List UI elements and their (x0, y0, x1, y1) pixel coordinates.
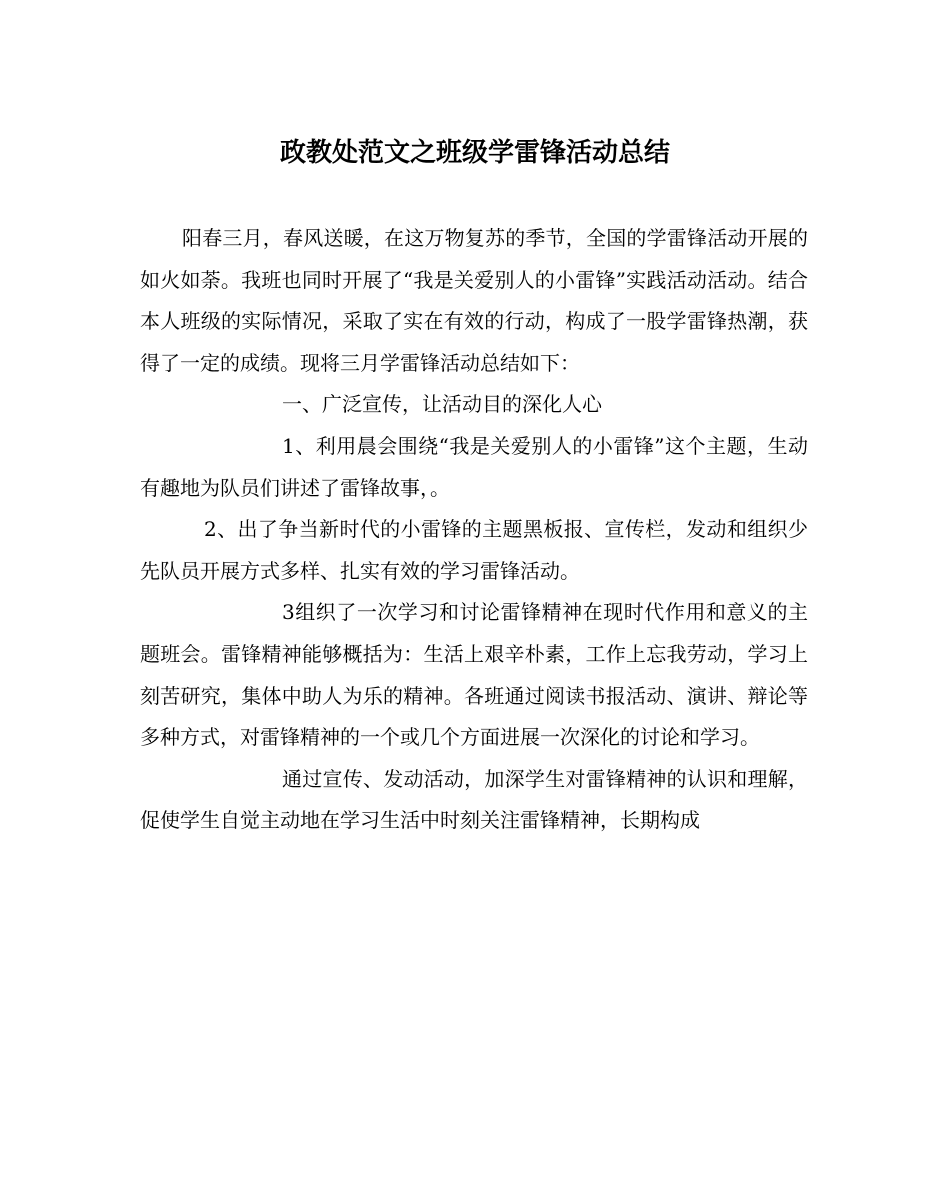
list-item-2: 2、出了争当新时代的小雷锋的主题黑板报、宣传栏，发动和组织少先队员开展方式多样、扎实有效的学习雷锋活动。 (140, 517, 808, 583)
document-title: 政教处范文之班级学雷锋活动总结 (279, 138, 670, 168)
intro-paragraph: 阳春三月，春风送暖，在这万物复苏的季节，全国的学雷锋活动开展的如火如荼。我班也同时开展了“我是关爱别人的小雷锋”实践活动活动。结合本人班级的实际情况，采取了实在有效的行动，构成了一股学雷锋热潮，获得了一定的成绩。现将三月学雷锋活动总结如下： (140, 226, 808, 375)
list-item-3: 3组织了一次学习和讨论雷锋精神在现时代作用和意义的主题班会。雷锋精神能够概括为：生活上艰辛朴素，工作上忘我劳动，学习上刻苦研究，集体中助人为乐的精神。各班通过阅读书报活动、演讲、辩论等多种方式，对雷锋精神的一个或几个方面进展一次深化的讨论和学习。 (140, 600, 808, 750)
summary-paragraph: 通过宣传、发动活动，加深学生对雷锋精神的认识和理解，促使学生自觉主动地在学习生活中时刻关注雷锋精神，长期构成 (140, 766, 808, 833)
section-heading-1: 一、广泛宣传，让活动目的深化人心 (282, 392, 602, 417)
list-item-1: 1、利用晨会围绕“我是关爱别人的小雷锋”这个主题，生动有趣地为队员们讲述了雷锋故事，。 (140, 433, 808, 500)
document-body (140, 218, 808, 842)
